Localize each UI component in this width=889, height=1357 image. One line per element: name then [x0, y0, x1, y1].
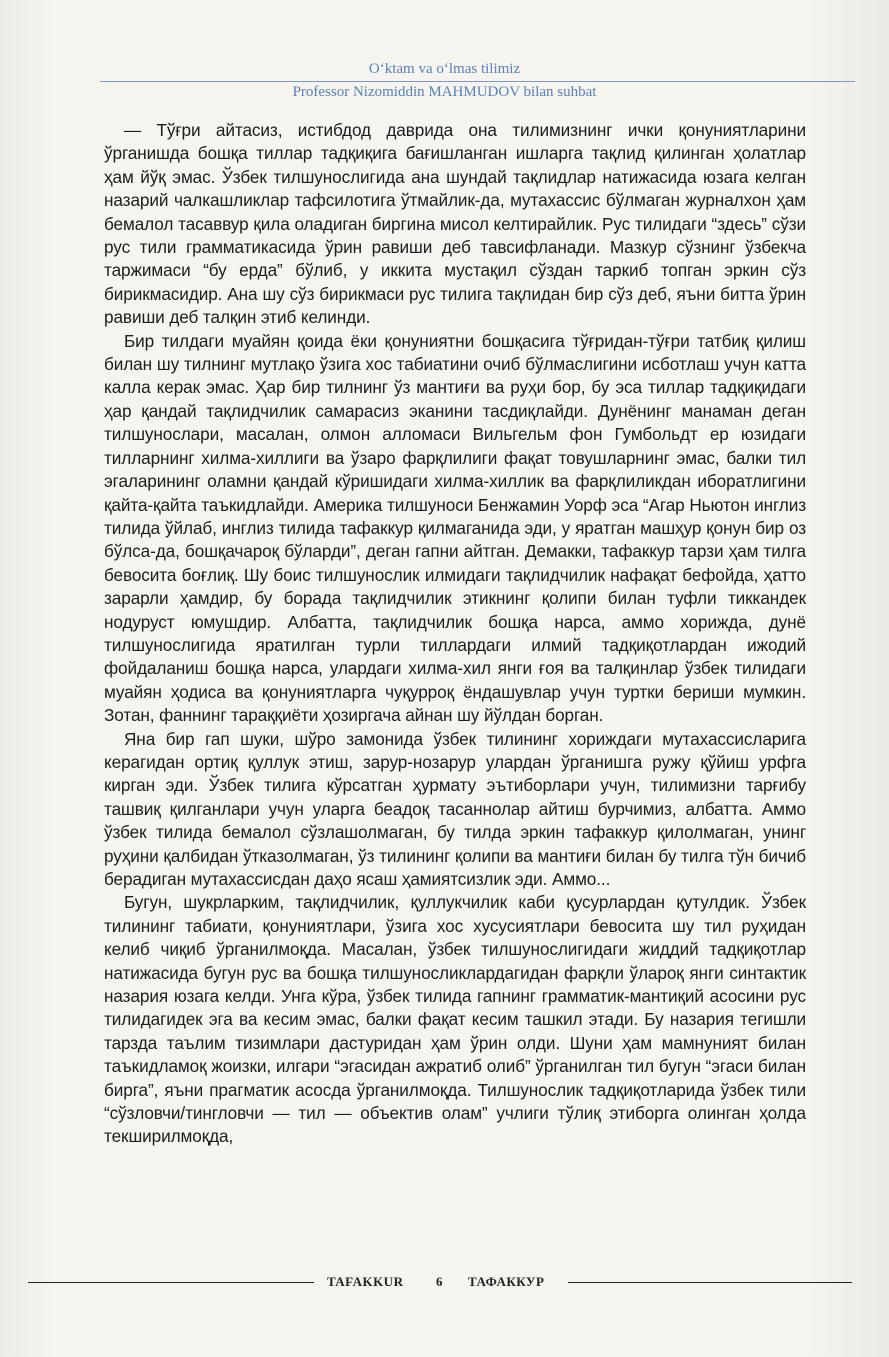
- header-title: O‘ktam va o‘lmas tilimiz: [368, 61, 521, 77]
- paragraph-3-text: Яна бир гап шуки, шўро замонида ўзбек тилининг хориждаги мутахассисларига керагидан ортиқ қуллук этиш, зарур-нозарур улардан ўрганишга ружу қўйиш урфга кирган эди. Ўзбек тилига кўрсатган ҳурмату эътиборлари учун, тилимизни тарғибу ташвиқ қилганлари учун уларга беадоқ тасаннолар айтиш бурчимиз, албатта. Аммо ўзбек тилида бемалол сўзлашолмаган, бу тилда эркин тафаккур қилолмаган, унинг руҳини қалбидан ўтказолмаган, ўз тилининг қолипи ва мантиғи билан бу тилга тўн бичиб берадиган мутахассисдан даҳо ясаш ҳамиятсизлик эди. Аммо...: [104, 728, 806, 889]
- paragraph-1-text: — Тўғри айтасиз, истибдод даврида она тилимизнинг ички қонуниятларини ўрганишда бошқа тиллар тадқиқига бағишланган ишларга тақлид қилинган ҳолатлар ҳам йўқ эмас. Ўзбек тилшунослигида ана шундай тақлидлар натижасида юзага келган назарий чалкашликлар тафсилотига ўтмайлик-да, мутахассис бўлмаган журналхон ҳам бемалол тасаввур қила оладиган биргина мисол келтирайлик. Рус тилидаги “здесь” сўзи рус тили грамматикасида ўрин равиши деб тавсифланади. Мазкур сўзнинг ўзбекча таржимаси “бу ерда” бўлиб, у иккита мустақил сўздан таркиб топган эркин сўз бирикмасидир. Ана шу сўз бирикмаси рус тилига тақлидан бир сўз деб, яъни битта ўрин равиши деб талқин этиб келинди.: [104, 120, 806, 328]
- page-footer: [0, 1272, 889, 1292]
- footer-rule-right: [568, 1282, 852, 1283]
- paragraph-2-text: Бир тилдаги муайян қоида ёки қонуниятни бошқасига тўғридан-тўғри татбиқ қилиш билан шу тилнинг мутлақо ўзига хос табиатини очиб бўлмаслигини исботлаш учун катта калла керак эмас. Ҳар бир тилнинг ўз мантиғи ва руҳи бор, бу эса тиллар тадқиқидаги ҳар қандай тақлидчилик самарасиз эканини тасдиқлайди. Дунёнинг манаман деган тилшунослари, масалан, олмон алломаси Вильгельм фон Гумбольдт ер юзидаги тилларнинг хилма-хиллиги ва ўзаро фарқлилиги фақат товушларнинг эмас, балки тил эгаларининг оламни қандай кўришидаги хилма-хиллик ва фарқлиликдан иборатлигини қайта-қайта таъкидлайди. Америка тилшуноси Бенжамин Уорф эса “Агар Ньютон инглиз тилида ўйлаб, инглиз тилида тафаккур қилмаганида эди, у яратган машҳур қонун бир оз бўлса-да, бошқачароқ бўларди”, деган гапни айтган. Демакки, тафаккур тарзи ҳам тилга бевосита боғлиқ. Шу боис тилшунослик илмидаги тақлидчилик нафақат бефойда, ҳатто зарарли ҳамдир, бу борада тақлидчилик этикнинг қолипи билан туфли тиккандек нодуруст юмушдир. Албатта, тақлидчилик бошқа нарса, аммо хорижда, дунё тилшунослигида яратилган турли тиллардаги илмий тадқиқотлардан ижодий фойдаланиш бошқа нарса, улардаги хилма-хил янги ғоя ва талқинлар ўзбек тилидаги муайян ҳодиса ва қонуниятларга чуқурроқ ёндашувлар учун туртки бериши мумкин. Зотан, фаннинг тараққиёти ҳозиргача айнан шу йўлдан борган.: [104, 330, 806, 726]
- paragraph-1: [104, 119, 806, 330]
- running-header: [0, 60, 889, 102]
- header-subtitle: Professor Nizomiddin MAHMUDOV bilan suhbat: [292, 84, 597, 100]
- footer-magazine-latin: TAFAKKUR: [327, 1274, 404, 1289]
- header-rule: [100, 81, 855, 82]
- paragraph-4-text: Бугун, шукрларким, тақлидчилик, қуллукчилик каби қусурлардан қутулдик. Ўзбек тилининг табиати, қонуниятлари, ўзига хос хусусиятлари бевосита шу тил руҳидан келиб чиқиб ўрганилмоқда. Масалан, ўзбек тилшунослигидаги жиддий тадқиқотлар натижасида бугун рус ва бошқа тилшуносликлардагидан фарқли ўлароқ янги синтактик назария юзага келди. Унга кўра, ўзбек тилида гапнинг грамматик-мантиқий асосини рус тилидагидек эга ва кесим эмас, балки фақат кесим ташкил этади. Бу назария тегишли тарзда таълим тизимлари дастуридан ҳам ўрин олди. Шуни ҳам мамнуният билан таъкидламоқ жоизки, илгари “эгасидан ажратиб олиб” ўрганилган тил бугун “эгаси билан бирга”, яъни прагматик асосда ўрганилмоқда. Тилшунослик тадқиқотларида ўзбек тили “сўзловчи/тингловчи — тил — объектив олам” учлиги тўлиқ этиборга олинган ҳолда текширилмоқда,: [104, 892, 806, 1147]
- article-body: [104, 119, 806, 1149]
- paragraph-3: [104, 728, 806, 892]
- paragraph-4: [104, 891, 806, 1148]
- paragraph-2: [104, 330, 806, 728]
- footer-rule-left: [28, 1282, 314, 1283]
- page-number: 6: [436, 1274, 443, 1289]
- footer-magazine-cyrillic: ТАФАККУР: [468, 1274, 545, 1289]
